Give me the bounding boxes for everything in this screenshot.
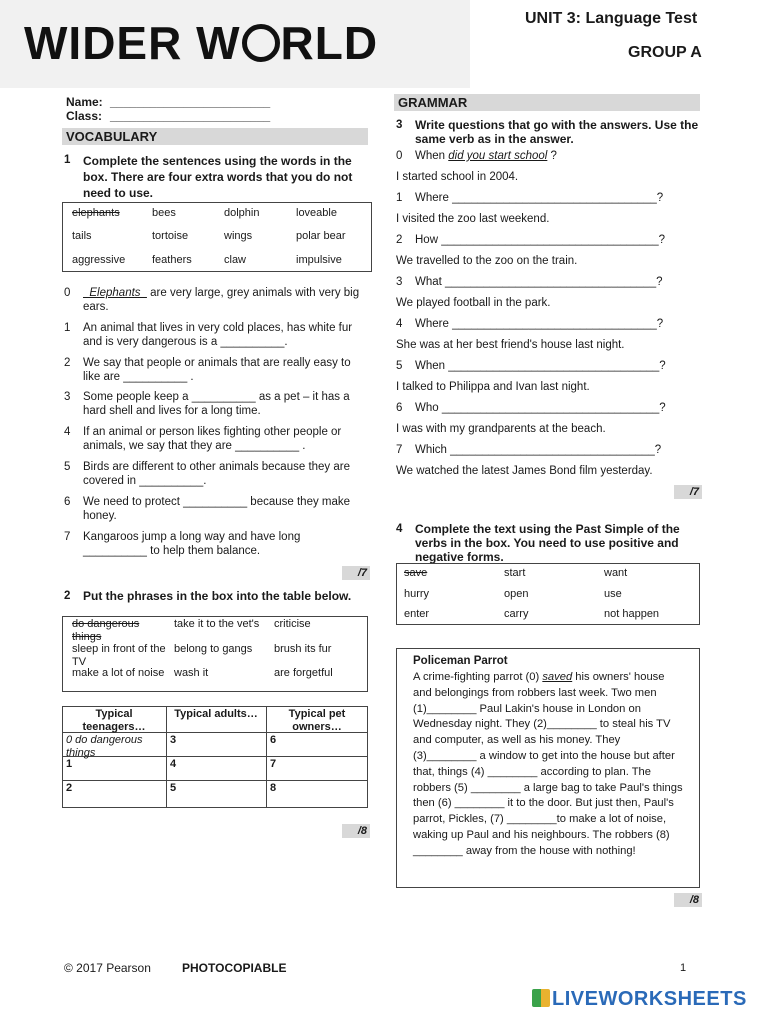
ex3-number: 3 [396, 119, 403, 131]
answer-sentence: We played football in the park. [396, 297, 551, 309]
answer-sentence: I started school in 2004. [396, 171, 519, 183]
question-line[interactable] [415, 317, 663, 331]
word-box-item: polar bear [296, 230, 346, 242]
item-number: 3 [64, 391, 71, 403]
table-cell[interactable]: 2 [66, 782, 73, 794]
phrase-box-item: are forgetful [274, 667, 333, 679]
verb-box-item: not happen [604, 608, 660, 620]
table-header: Typical pet owners… [288, 708, 346, 733]
item-number: 3 [396, 276, 403, 288]
word-box-item: impulsive [296, 254, 342, 266]
question-line [415, 149, 557, 163]
logo-text-right: RLD [280, 17, 379, 69]
verb-box-item: save [404, 567, 428, 579]
ex2-number: 2 [64, 590, 71, 602]
question-example-answer: did you start school [448, 150, 548, 162]
ex4-instruction: Complete the text using the Past Simple of the verbs in the box. You need to use positive and negative forms. [415, 522, 680, 564]
phrase-box-item: take it to the vet's [174, 618, 260, 630]
item-number: 0 [396, 150, 403, 162]
word-box-item: tortoise [152, 230, 189, 242]
ex1-instruction: Complete the sentences using the words in the box. There are four extra words that you do not need to use. [83, 154, 353, 200]
verb-box-item: carry [504, 608, 529, 620]
question-text: Where ________________________________? [415, 318, 664, 330]
class-field[interactable]: ________________________ [110, 109, 271, 123]
item-number: 1 [64, 322, 71, 334]
table-cell[interactable]: 5 [170, 782, 177, 794]
vocabulary-section-title: VOCABULARY [62, 128, 368, 145]
copyright: © 2017 Pearson [64, 961, 151, 975]
question-line[interactable] [415, 359, 666, 373]
word-box-item: elephants [72, 207, 120, 219]
item-number: 5 [64, 461, 71, 473]
ex1-score: /7 [342, 566, 370, 580]
answer-sentence: I visited the zoo last weekend. [396, 213, 550, 225]
sentence-text[interactable]: If an animal or person likes fighting other people or animals, we say that they are __________ . [83, 426, 342, 452]
story-text [413, 670, 683, 860]
name-label: Name: [66, 95, 103, 109]
phrase-box-item: wash it [174, 667, 209, 679]
sentence-text[interactable]: We need to protect __________ because they make honey. [83, 496, 351, 522]
sentence [83, 356, 367, 384]
class-label: Class: [66, 109, 103, 123]
ex4-score: /8 [674, 893, 702, 907]
answer-sentence: I talked to Philippa and Ivan last night. [396, 381, 590, 393]
logo-o-ring [242, 24, 280, 62]
ex3-score: /7 [674, 485, 702, 499]
word-box-item: wings [224, 230, 253, 242]
word-box-item: tails [72, 230, 92, 242]
grammar-section-title: GRAMMAR [394, 94, 700, 111]
story-part1: A crime-fighting parrot (0) [413, 671, 543, 683]
table-header: Typical teenagers… [82, 708, 146, 733]
item-number: 2 [396, 234, 403, 246]
verb-box-item: hurry [404, 588, 430, 600]
sentence-text: are very large, grey animals with very big ears. [83, 287, 360, 313]
item-number: 2 [64, 357, 71, 369]
group-title: GROUP A [628, 44, 702, 61]
answer-sentence: I was with my grandparents at the beach. [396, 423, 606, 435]
sentence [83, 530, 367, 558]
sentence-text[interactable]: Birds are different to other animals because they are covered in __________. [83, 461, 350, 487]
phrase-box-item: sleep in front of the TV [72, 643, 166, 668]
phrase-box-item: criticise [274, 618, 311, 630]
ex2-instruction: Put the phrases in the box into the table below. [83, 589, 352, 603]
wider-world-logo [24, 18, 378, 68]
table-cell[interactable]: 1 [66, 758, 73, 770]
table-cell[interactable]: 8 [270, 782, 277, 794]
sentence [83, 425, 367, 453]
name-field[interactable]: ________________________ [110, 95, 271, 109]
sentence-text[interactable]: Kangaroos jump a long way and have long __________ to help them balance. [83, 531, 301, 557]
item-number: 4 [64, 426, 71, 438]
ex4-number: 4 [396, 523, 403, 535]
question-prefix: When [415, 150, 449, 162]
verb-box-item: use [604, 588, 622, 600]
table-cell[interactable]: 6 [270, 734, 277, 746]
table-cell[interactable]: 4 [170, 758, 177, 770]
sentence-text[interactable]: An animal that lives in very cold places, has white fur and is very dangerous is a __________. [83, 322, 353, 348]
question-line[interactable] [415, 443, 661, 457]
story-title: Policeman Parrot [413, 655, 508, 667]
phrase-box-item: make a lot of noise [72, 667, 165, 679]
answer-sentence: We watched the latest James Bond film yesterday. [396, 465, 653, 477]
verb-box-item: start [504, 567, 526, 579]
story-part2: his owners' house and belongings from robbers last week. Two men (1)________ Paul Lakin's house in London on Wednesday night. They (2)________ to steal his TV and computer, as well as his money. They (3)________ a window to get into the house but after that, things (4) ________ according to plan. The robbers (5) ________ a large bag to take Paul's things then (6) ________ it to the door. But just then, Paul's parrot, Pickles, (7) ________to make a lot of noise, waking up Paul and his neighbours. The robbers (8) ________ away from the house with nothing! [413, 671, 683, 857]
ex2-table-row-divider [62, 780, 368, 781]
story-answer-0: saved [542, 671, 573, 683]
unit-title: UNIT 3: Language Test [525, 10, 698, 27]
page-number: 1 [680, 962, 687, 974]
ex2-table-col-divider [166, 706, 167, 808]
answer-sentence: We travelled to the zoo on the train. [396, 255, 578, 267]
sentence-text[interactable]: Some people keep a __________ as a pet – it has a hard shell and lives for a long time. [83, 391, 350, 417]
item-number: 4 [396, 318, 403, 330]
item-number: 1 [396, 192, 403, 204]
phrase-box-item: do dangerous things [72, 618, 140, 643]
table-header: Typical adults… [174, 708, 258, 720]
ex2-table-col-divider [266, 706, 267, 808]
question-text: What _________________________________? [415, 276, 663, 288]
verb-box-item: want [604, 567, 628, 579]
sentence [83, 321, 367, 349]
question-text: When _________________________________? [415, 360, 666, 372]
sentence [83, 286, 367, 314]
table-cell: 0 do dangerous things [66, 734, 143, 759]
liveworksheets-text: LIVEWORKSHEETS [552, 988, 747, 1010]
sentence [83, 460, 367, 488]
sentence-text[interactable]: We say that people or animals that are really easy to like are __________ . [83, 357, 351, 383]
item-number: 5 [396, 360, 403, 372]
question-text: How __________________________________? [415, 234, 666, 246]
liveworksheets-icon [532, 989, 550, 1007]
answer-sentence: She was at her best friend's house last night. [396, 339, 625, 351]
question-line[interactable] [415, 233, 665, 247]
word-box-item: aggressive [72, 254, 126, 266]
item-number: 6 [396, 402, 403, 414]
verb-box-item: enter [404, 608, 430, 620]
logo-text-left: WIDER W [24, 17, 241, 69]
sentence [83, 495, 367, 523]
ex1-number: 1 [64, 154, 71, 166]
phrase-box-item: brush its fur [274, 643, 332, 655]
verb-box-item: open [504, 588, 529, 600]
table-cell[interactable]: 3 [170, 734, 177, 746]
ex2-score: /8 [342, 824, 370, 838]
word-box-item: loveable [296, 207, 337, 219]
phrase-box-item: belong to gangs [174, 643, 253, 655]
item-number: 7 [64, 531, 71, 543]
item-number: 6 [64, 496, 71, 508]
item-number: 7 [396, 444, 403, 456]
word-box-item: dolphin [224, 207, 260, 219]
question-suffix: ? [547, 150, 557, 162]
word-box-item: feathers [152, 254, 192, 266]
question-line[interactable] [415, 191, 663, 205]
item-number: 0 [64, 287, 71, 299]
liveworksheets-brand[interactable] [532, 988, 747, 1011]
answer-example: Elephants [83, 287, 147, 299]
word-box-item: claw [224, 254, 247, 266]
table-cell[interactable]: 7 [270, 758, 277, 770]
question-text: Which ________________________________? [415, 444, 662, 456]
question-text: Who __________________________________? [415, 402, 666, 414]
question-line[interactable] [415, 275, 663, 289]
ex3-instruction: Write questions that go with the answers. Use the same verb as in the answer. [415, 118, 699, 146]
sentence [83, 390, 367, 418]
photocopiable-label: PHOTOCOPIABLE [182, 961, 287, 975]
word-box-item: bees [152, 207, 176, 219]
question-line[interactable] [415, 401, 666, 415]
question-text: Where ________________________________? [415, 192, 664, 204]
